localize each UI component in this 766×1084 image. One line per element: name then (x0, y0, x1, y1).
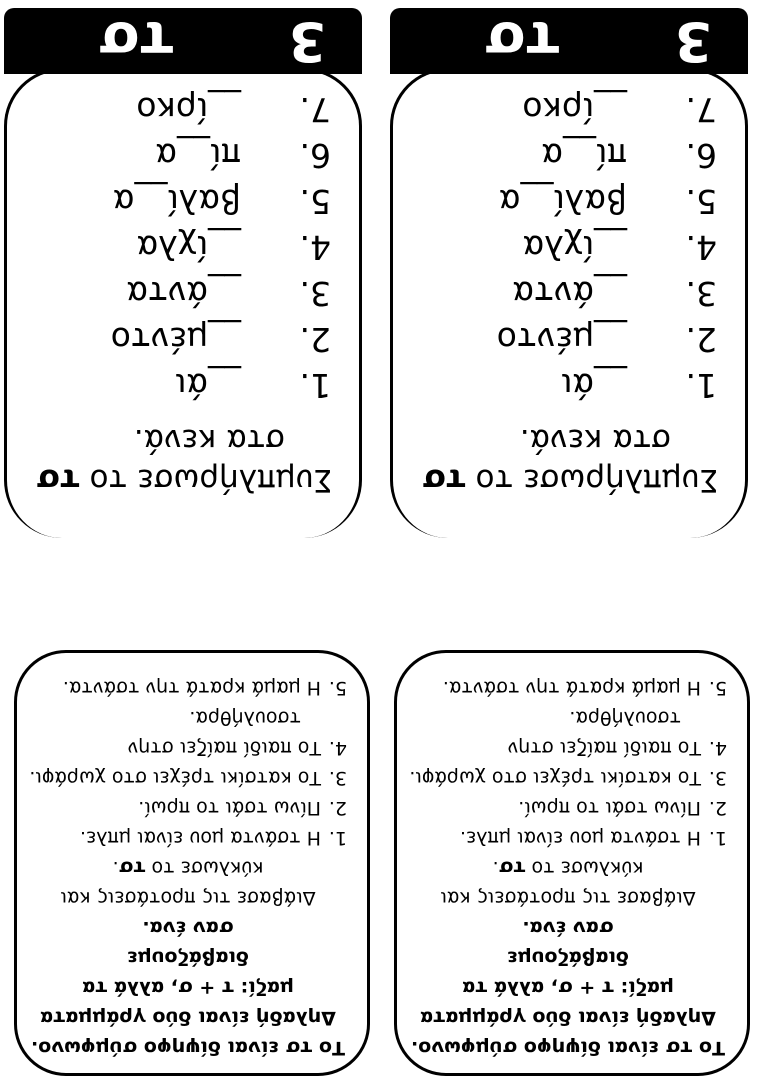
word-item-number: 3. (299, 274, 331, 313)
word-item-word: __ίχλα (522, 228, 627, 267)
instruction-syllable: τσ (421, 462, 466, 498)
word-card-instruction (409, 420, 719, 500)
note-syllable: τσ (498, 857, 526, 879)
word-item-number: 7. (685, 90, 717, 129)
word-item-number: 6. (299, 136, 331, 175)
word-item-number: 1. (299, 366, 331, 405)
note-text: Διάβασε τις προτάσεις και (60, 887, 316, 909)
sentence-number: 1. (708, 827, 727, 849)
rule-heading-line: Το τσ είναι δίψηφο σύμφωνο. (411, 1037, 725, 1059)
sentence-number: 3. (708, 767, 727, 789)
sentence-text: Το παιδί παίζει στην (507, 737, 701, 759)
word-item-word: βαλί__α (498, 182, 627, 221)
rule-heading (25, 913, 351, 1063)
instruction-text: Συμπλήρωσε το (79, 462, 333, 498)
instruction-text: Συμπλήρωσε το (465, 462, 719, 498)
instruction-syllable: τσ (35, 462, 80, 498)
word-item (19, 270, 339, 316)
word-item (405, 270, 725, 316)
card-syllable: τσ (97, 10, 174, 73)
word-item-word: __μέντο (110, 320, 241, 359)
sentence-number: 5. (328, 677, 347, 699)
word-item-number: 1. (685, 366, 717, 405)
word-card-right (4, 6, 362, 538)
rule-heading (405, 913, 731, 1063)
sentence-text: Πίνω τσάι το πρωί. (138, 797, 321, 819)
instruction-text-2: στα κενά. (133, 422, 285, 458)
sentence-item (405, 763, 731, 793)
sentence-number: 1. (328, 827, 347, 849)
word-item (19, 224, 339, 270)
word-item (19, 86, 339, 132)
sentence-text: Η μαμά κρατά την τσάντα. (62, 677, 321, 699)
note-syllable: τσ (118, 857, 146, 879)
word-card-left (390, 6, 748, 538)
word-item-word: __άντα (126, 274, 241, 313)
word-item-number: 5. (299, 182, 331, 221)
word-card-body (390, 68, 748, 538)
card-number: 3 (288, 10, 326, 73)
rule-heading-line: Δηλαδή είναι δύο γράμματα (40, 1007, 336, 1029)
word-item-word: πί__α (155, 136, 241, 175)
sentence-text: Η μαμά κρατά την τσάντα. (442, 677, 701, 699)
word-item-word: πί__α (541, 136, 627, 175)
rule-heading-line: σαν ένα. (142, 917, 234, 939)
word-item-number: 7. (299, 90, 331, 129)
word-item (405, 316, 725, 362)
sentence-number: 4. (708, 737, 727, 759)
rule-heading-line: Δηλαδή είναι δύο γράμματα (420, 1007, 716, 1029)
sentence-item (405, 673, 731, 703)
sentence-text: Το παιδί παίζει στην (127, 737, 321, 759)
word-item-number: 2. (685, 320, 717, 359)
word-list (405, 86, 725, 408)
word-item (19, 178, 339, 224)
sentence-item (405, 793, 731, 823)
word-item (405, 362, 725, 408)
word-item-number: 4. (299, 228, 331, 267)
rule-heading-line: Το τσ είναι δίψηφο σύμφωνο. (31, 1037, 345, 1059)
word-list (19, 86, 339, 408)
word-item (19, 316, 339, 362)
word-item-word: __άι (561, 366, 627, 405)
sentence-number: 2. (328, 797, 347, 819)
card-header-band (390, 8, 748, 74)
rule-text (405, 673, 731, 1063)
word-item-word: βαλί__α (112, 182, 241, 221)
word-item-number: 6. (685, 136, 717, 175)
rule-card-left (394, 650, 750, 1076)
sentence-item (25, 673, 351, 703)
note-text-2: κύκλωσε το (145, 857, 264, 879)
rule-card-right (14, 650, 370, 1076)
word-item-number: 4. (685, 228, 717, 267)
word-item-word: __ίχλα (136, 228, 241, 267)
word-item (19, 362, 339, 408)
card-number: 3 (674, 10, 712, 73)
note-period: . (492, 857, 499, 879)
word-item (405, 224, 725, 270)
word-item-word: __ίρκο (136, 90, 241, 129)
word-item-word: __άντα (512, 274, 627, 313)
sentence-number: 3. (328, 767, 347, 789)
sentence-number: 4. (328, 737, 347, 759)
rule-heading-line: μαζί: τ + σ, αλλά τα διαβάζουμε (462, 947, 674, 999)
word-item (405, 132, 725, 178)
word-item (405, 86, 725, 132)
sentence-item (25, 763, 351, 793)
word-item-word: __άι (175, 366, 241, 405)
note-text-2: κύκλωσε το (525, 857, 644, 879)
instruction-text-2: στα κενά. (519, 422, 671, 458)
word-item (405, 178, 725, 224)
rule-heading-line: μαζί: τ + σ, αλλά τα διαβάζουμε (82, 947, 294, 999)
word-item-number: 2. (299, 320, 331, 359)
sentence-list (25, 673, 351, 853)
word-item-word: __μέντο (496, 320, 627, 359)
sentence-text: Το κατσίκι τρέχει στο χωράφι. (409, 767, 701, 789)
word-item-number: 5. (685, 182, 717, 221)
sentence-continuation: τσουλήθρα. (189, 707, 301, 729)
sentence-number: 5. (708, 677, 727, 699)
word-item (19, 132, 339, 178)
sentence-item (405, 823, 731, 853)
sentence-text: Το κατσίκι τρέχει στο χωράφι. (29, 767, 321, 789)
note-period: . (112, 857, 119, 879)
card-header-band (4, 8, 362, 74)
sentence-item (405, 703, 731, 763)
note-text: Διάβασε τις προτάσεις και (440, 887, 696, 909)
rule-heading-line: σαν ένα. (522, 917, 614, 939)
sentence-item (25, 823, 351, 853)
sentence-text: Η τσάντα μου είναι μπλε. (459, 827, 701, 849)
word-item-word: __ίρκο (522, 90, 627, 129)
sentence-item (25, 703, 351, 763)
word-card-instruction (23, 420, 333, 500)
sentence-text: Η τσάντα μου είναι μπλε. (79, 827, 321, 849)
sentence-item (25, 793, 351, 823)
word-card-body (4, 68, 362, 538)
sentence-list (405, 673, 731, 853)
sentence-number: 2. (708, 797, 727, 819)
rule-text (25, 673, 351, 1063)
sentence-text: Πίνω τσάι το πρωί. (518, 797, 701, 819)
sentence-continuation: τσουλήθρα. (569, 707, 681, 729)
word-item-number: 3. (685, 274, 717, 313)
card-syllable: τσ (483, 10, 560, 73)
